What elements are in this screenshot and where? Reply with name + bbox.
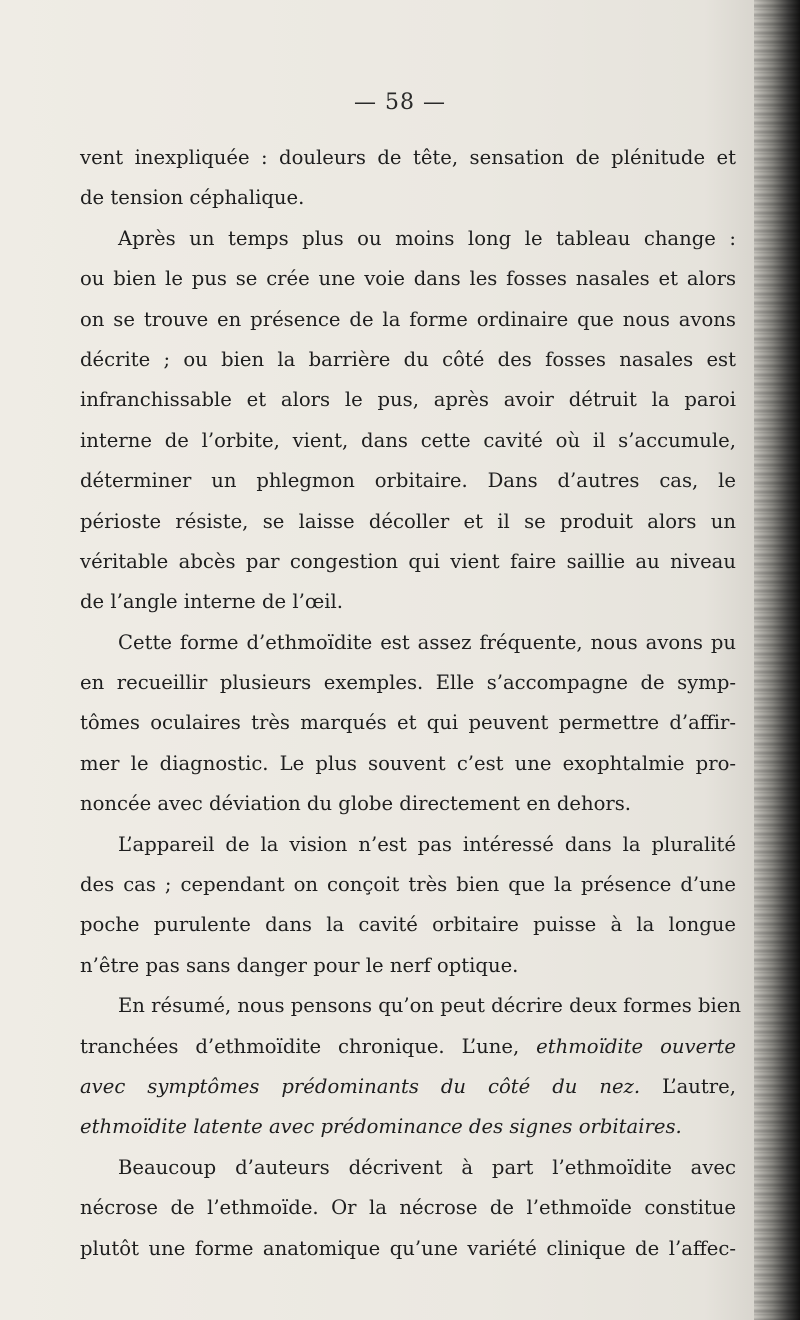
text-line bbox=[80, 1107, 736, 1147]
italic-term: avec symptômes prédominants du côté du nez. bbox=[80, 1074, 641, 1098]
italic-term: ethmoïdite latente avec prédominance des signes orbitaires. bbox=[80, 1115, 682, 1139]
text-block-upper bbox=[80, 138, 742, 1027]
text-segment: L’autre, bbox=[640, 1074, 736, 1098]
text-line: mer le diagnostic. Le plus souvent c’est une exophtalmie pro- bbox=[80, 751, 736, 775]
text-line: en recueillir plusieurs exemples. Elle s’accompagne de symp- bbox=[80, 671, 736, 695]
page-number: — 58 — bbox=[354, 90, 446, 115]
text-line: Cette forme d’ethmoïdite est assez fréquente, nous avons pu bbox=[118, 630, 736, 654]
text-line: déterminer un phlegmon orbitaire. Dans d’autres cas, le bbox=[80, 469, 736, 493]
text-line: Beaucoup d’auteurs décrivent à part l’ethmoïdite avec bbox=[118, 1155, 736, 1179]
text-line: n’être pas sans danger pour le nerf optique. bbox=[80, 953, 519, 977]
text-line: Après un temps plus ou moins long le tableau change : bbox=[118, 226, 736, 250]
body-text bbox=[80, 138, 742, 1269]
text-line: infranchissable et alors le pus, après avoir détruit la paroi bbox=[80, 388, 736, 412]
text-line: décrite ; ou bien la barrière du côté des fosses nasales est bbox=[80, 347, 736, 371]
text-line: L’appareil de la vision n’est pas intéressé dans la pluralité bbox=[118, 832, 736, 856]
text-segment: tranchées d’ethmoïdite chronique. L’une, bbox=[80, 1034, 537, 1058]
text-line: ou bien le pus se crée une voie dans les fosses nasales et alors bbox=[80, 267, 736, 291]
text-line: de l’angle interne de l’œil. bbox=[80, 590, 343, 614]
italic-term: ethmoïdite ouverte bbox=[536, 1034, 737, 1058]
page-binding-edge bbox=[754, 0, 800, 1320]
text-line: vent inexpliquée : douleurs de tête, sensation de plénitude et bbox=[80, 146, 736, 169]
text-line: on se trouve en présence de la forme ordinaire que nous avons bbox=[80, 307, 736, 331]
text-line: périoste résiste, se laisse décoller et il se produit alors un bbox=[80, 509, 736, 533]
text-line: des cas ; cependant on conçoit très bien que la présence d’une bbox=[80, 873, 736, 897]
text-line: véritable abcès par congestion qui vient faire saillie au niveau bbox=[80, 549, 736, 573]
text-line: poche purulente dans la cavité orbitaire puisse à la longue bbox=[80, 913, 736, 937]
text-line: nécrose de l’ethmoïde. Or la nécrose de l’ethmoïde constitue bbox=[80, 1196, 736, 1220]
text-line: En résumé, nous pensons qu’on peut décrire deux formes bien bbox=[118, 994, 742, 1018]
text-line: noncée avec déviation du globe directement en dehors. bbox=[80, 792, 632, 816]
text-block-lower bbox=[80, 1148, 736, 1269]
text-line: de tension céphalique. bbox=[80, 186, 305, 210]
text-line: interne de l’orbite, vient, dans cette cavité où il s’accumule, bbox=[80, 428, 736, 452]
text-line bbox=[80, 1067, 736, 1107]
text-line bbox=[80, 1027, 736, 1067]
text-line: tômes oculaires très marqués et qui peuvent permettre d’affir- bbox=[80, 711, 736, 735]
text-line: plutôt une forme anatomique qu’une variété clinique de l’affec- bbox=[80, 1236, 736, 1260]
